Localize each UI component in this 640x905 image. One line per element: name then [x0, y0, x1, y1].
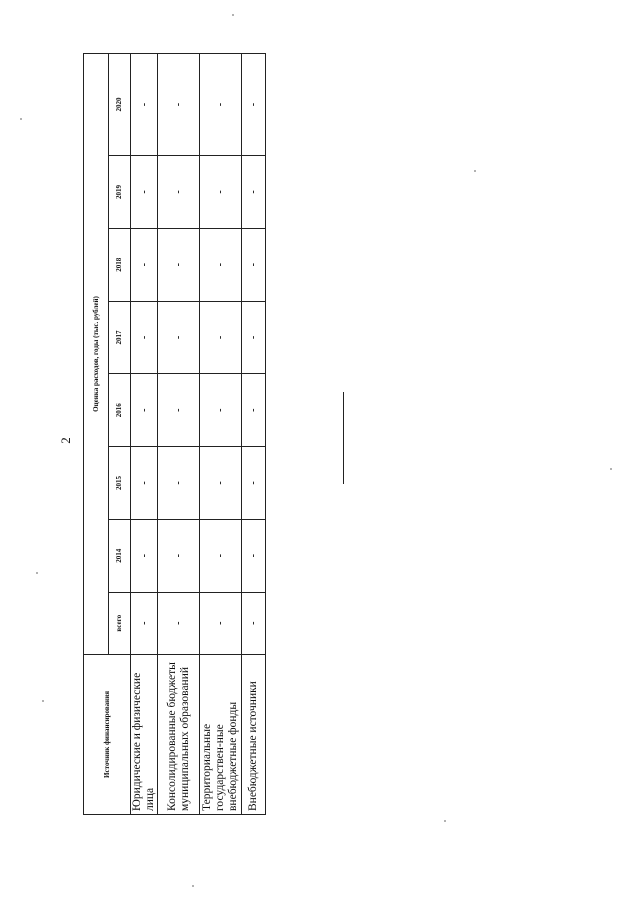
page-number: 2	[57, 437, 73, 444]
cell-value: -	[158, 519, 200, 592]
scan-speck	[20, 118, 22, 120]
cell-value: -	[131, 519, 158, 592]
cell-value: -	[242, 447, 266, 520]
header-col-2017: 2017	[109, 301, 131, 374]
cell-value: -	[158, 228, 200, 301]
header-col-2015: 2015	[109, 447, 131, 520]
header-col-2020: 2020	[109, 54, 131, 156]
cell-value: -	[131, 54, 158, 156]
cell-value: -	[131, 592, 158, 654]
scan-speck	[42, 700, 44, 702]
row-source-label: Консолидированные бюджеты муниципальных образований	[158, 654, 200, 814]
header-col-total: всего	[109, 592, 131, 654]
header-col-2018: 2018	[109, 228, 131, 301]
table-row	[158, 54, 200, 815]
header-source: Источник финансирования	[84, 654, 131, 814]
cell-value: -	[242, 301, 266, 374]
cell-value: -	[200, 228, 242, 301]
scan-speck	[474, 170, 476, 172]
cell-value: -	[158, 156, 200, 229]
row-source-label: Юридические и физические лица	[131, 654, 158, 814]
row-source-label: Территориальные государствен-ные внебюджетные фонды	[200, 654, 242, 814]
header-col-2019: 2019	[109, 156, 131, 229]
row-source-label: Внебюджетные источники	[242, 654, 266, 814]
cell-value: -	[200, 156, 242, 229]
table-row	[242, 54, 266, 815]
cell-value: -	[200, 519, 242, 592]
cell-value: -	[131, 374, 158, 447]
cell-value: -	[131, 156, 158, 229]
cell-value: -	[158, 54, 200, 156]
cell-value: -	[158, 374, 200, 447]
separator-line	[343, 392, 344, 484]
table-header-row	[84, 54, 109, 815]
cell-value: -	[242, 228, 266, 301]
funding-table-container	[83, 53, 265, 815]
cell-value: -	[158, 447, 200, 520]
cell-value: -	[242, 519, 266, 592]
scan-speck	[192, 885, 194, 887]
scan-speck	[610, 468, 612, 470]
cell-value: -	[200, 592, 242, 654]
scan-speck	[36, 572, 38, 574]
header-col-2016: 2016	[109, 374, 131, 447]
cell-value: -	[131, 301, 158, 374]
table-row	[131, 54, 158, 815]
cell-value: -	[200, 301, 242, 374]
cell-value: -	[131, 447, 158, 520]
cell-value: -	[158, 301, 200, 374]
cell-value: -	[242, 54, 266, 156]
cell-value: -	[200, 374, 242, 447]
cell-value: -	[158, 592, 200, 654]
header-col-2014: 2014	[109, 519, 131, 592]
scan-speck	[444, 820, 446, 822]
cell-value: -	[242, 592, 266, 654]
header-estimate: Оценка расходов, годы (тыс. рублей)	[84, 54, 109, 655]
cell-value: -	[242, 156, 266, 229]
table-row	[200, 54, 242, 815]
funding-sources-table	[83, 53, 266, 815]
cell-value: -	[200, 54, 242, 156]
cell-value: -	[242, 374, 266, 447]
scan-speck	[232, 14, 234, 16]
cell-value: -	[131, 228, 158, 301]
cell-value: -	[200, 447, 242, 520]
